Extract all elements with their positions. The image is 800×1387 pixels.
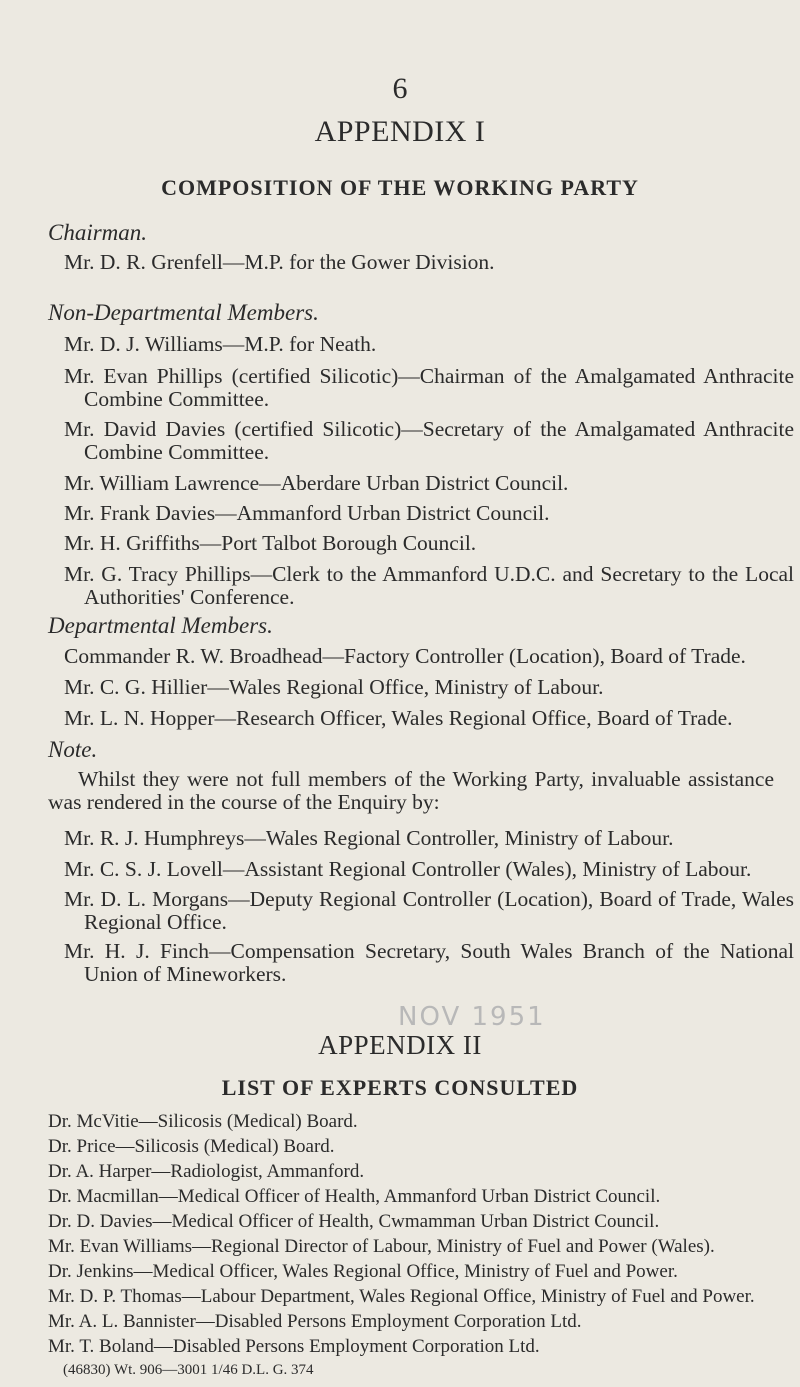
non-departmental-item: Mr. H. Griffiths—Port Talbot Borough Council. <box>64 531 477 555</box>
non-departmental-item: Mr. Evan Phillips (certified Silicotic)—Chairman of the Amalgamated Anthracite Combine Committee. <box>64 364 794 411</box>
expert-item: Mr. A. L. Bannister—Disabled Persons Employment Corporation Ltd. <box>48 1311 582 1332</box>
non-departmental-label: Non-Departmental Members. <box>48 300 319 325</box>
note-item: Mr. R. J. Humphreys—Wales Regional Controller, Ministry of Labour. <box>64 826 674 850</box>
note-item: Mr. C. S. J. Lovell—Assistant Regional Controller (Wales), Ministry of Labour. <box>64 857 752 881</box>
expert-item: Dr. Macmillan—Medical Officer of Health, Ammanford Urban District Council. <box>48 1186 661 1207</box>
note-item: Mr. D. L. Morgans—Deputy Regional Controller (Location), Board of Trade, Wales Regional Office. <box>64 887 794 934</box>
appendix-1-title: APPENDIX I <box>314 115 486 148</box>
non-departmental-item: Mr. G. Tracy Phillips—Clerk to the Ammanford U.D.C. and Secretary to the Local Authorities' Conference. <box>64 562 794 609</box>
expert-item: Dr. A. Harper—Radiologist, Ammanford. <box>48 1161 365 1182</box>
non-departmental-item: Mr. D. J. Williams—M.P. for Neath. <box>64 332 377 356</box>
appendix-2-title: APPENDIX II <box>318 1030 482 1060</box>
departmental-label: Departmental Members. <box>48 613 273 638</box>
page-number: 6 <box>392 72 408 105</box>
note-intro: Whilst they were not full members of the Working Party, invaluable assistance was rendered in the course of the Enquiry by: <box>48 767 774 814</box>
date-stamp: NOV 1951 <box>398 1002 546 1032</box>
departmental-item: Commander R. W. Broadhead—Factory Controller (Location), Board of Trade. <box>64 644 746 668</box>
chairman-label: Chairman. <box>48 220 148 245</box>
appendix-1-heading: COMPOSITION OF THE WORKING PARTY <box>161 175 639 200</box>
expert-item: Dr. D. Davies—Medical Officer of Health, Cwmamman Urban District Council. <box>48 1211 660 1232</box>
expert-item: Dr. Price—Silicosis (Medical) Board. <box>48 1136 335 1157</box>
expert-item: Dr. Jenkins—Medical Officer, Wales Regional Office, Ministry of Fuel and Power. <box>48 1261 678 1282</box>
expert-item: Mr. T. Boland—Disabled Persons Employment Corporation Ltd. <box>48 1336 540 1357</box>
departmental-item: Mr. L. N. Hopper—Research Officer, Wales Regional Office, Board of Trade. <box>64 706 733 730</box>
non-departmental-item: Mr. Frank Davies—Ammanford Urban District Council. <box>64 501 550 525</box>
printer-imprint: (46830) Wt. 906—3001 1/46 D.L. G. 374 <box>63 1362 314 1378</box>
non-departmental-item: Mr. David Davies (certified Silicotic)—Secretary of the Amalgamated Anthracite Combine Committee. <box>64 417 794 464</box>
non-departmental-item: Mr. William Lawrence—Aberdare Urban District Council. <box>64 471 569 495</box>
appendix-2-heading: LIST OF EXPERTS CONSULTED <box>221 1075 579 1100</box>
expert-item: Dr. McVitie—Silicosis (Medical) Board. <box>48 1111 358 1132</box>
departmental-item: Mr. C. G. Hillier—Wales Regional Office, Ministry of Labour. <box>64 675 604 699</box>
chairman-entry: Mr. D. R. Grenfell—M.P. for the Gower Division. <box>64 250 495 274</box>
note-item: Mr. H. J. Finch—Compensation Secretary, South Wales Branch of the National Union of Mineworkers. <box>64 939 794 986</box>
expert-item: Mr. Evan Williams—Regional Director of Labour, Ministry of Fuel and Power (Wales). <box>48 1236 715 1257</box>
expert-item: Mr. D. P. Thomas—Labour Department, Wales Regional Office, Ministry of Fuel and Power. <box>48 1286 755 1307</box>
note-label: Note. <box>48 737 98 762</box>
